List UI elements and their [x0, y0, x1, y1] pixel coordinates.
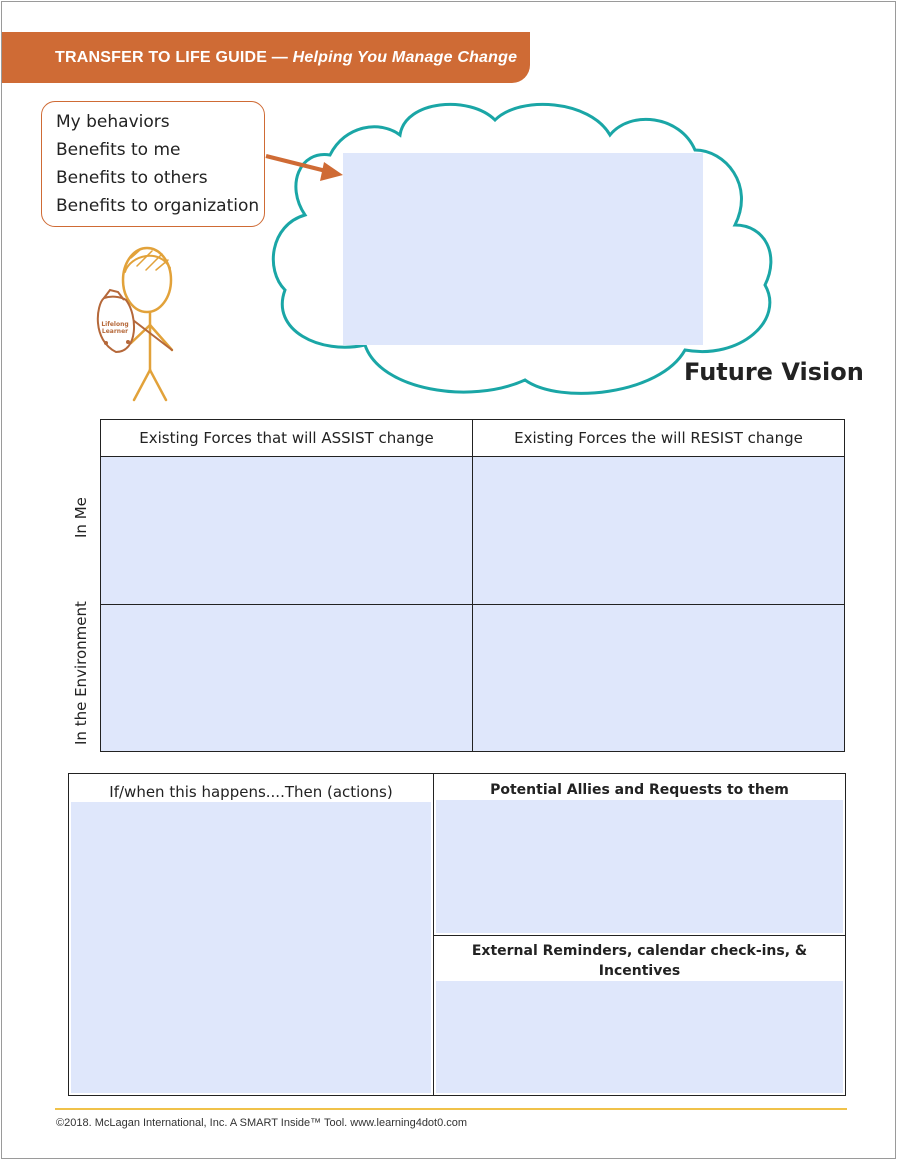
if-then-fill-area[interactable] [71, 798, 431, 1093]
if-then-panel [69, 774, 434, 1095]
action-plan-box [68, 773, 846, 1096]
bag-label-line2: Learner [101, 328, 129, 335]
row-label-environment: In the Environment [72, 601, 90, 745]
callout-line-benefits-org: Benefits to organization [56, 196, 260, 216]
assist-in-me-cell[interactable] [101, 457, 473, 605]
header-subtitle: Helping You Manage Change [292, 49, 518, 66]
assist-header: Existing Forces that will ASSIST change [101, 420, 473, 457]
force-field-table [100, 419, 845, 752]
row-label-in-me: In Me [72, 497, 90, 538]
allies-fill-area[interactable] [436, 798, 843, 933]
header-title: TRANSFER TO LIFE GUIDE — [55, 49, 288, 66]
allies-panel [434, 774, 845, 936]
reminders-title: External Reminders, calendar check-ins, & Incentives [434, 941, 845, 981]
reminders-panel [434, 936, 845, 1095]
assist-environment-cell[interactable] [101, 604, 473, 752]
allies-title: Potential Allies and Requests to them [434, 780, 845, 800]
resist-header: Existing Forces the will RESIST change [473, 420, 845, 457]
callout-line-benefits-me: Benefits to me [56, 140, 181, 160]
future-vision-label: Future Vision [684, 358, 864, 386]
future-vision-fill-area[interactable] [343, 153, 703, 345]
footer-copyright: ©2018. McLagan International, Inc. A SMART Inside™ Tool. www.learning4dot0.com [56, 1117, 468, 1129]
if-then-title: If/when this happens....Then (actions) [69, 782, 433, 802]
bag-label-line1: Lifelong [101, 321, 129, 328]
resist-environment-cell[interactable] [473, 604, 845, 752]
callout-line-benefits-others: Benefits to others [56, 168, 208, 188]
resist-in-me-cell[interactable] [473, 457, 845, 605]
callout-line-behaviors: My behaviors [56, 112, 170, 132]
footer-rule [55, 1108, 847, 1110]
